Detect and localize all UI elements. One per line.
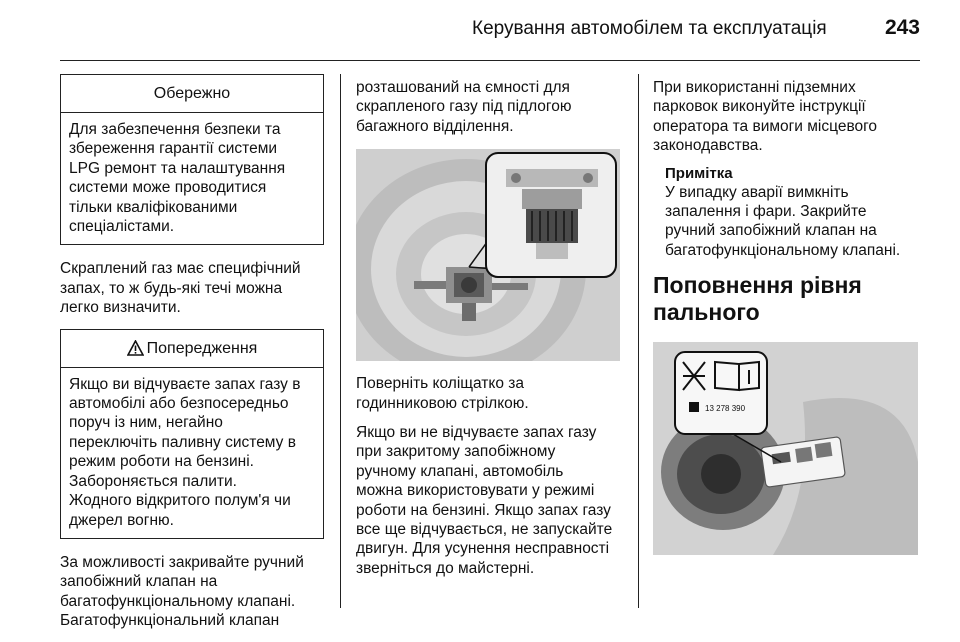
caution-line: LPG ремонт та налаштування [69,159,286,177]
note-title: Примітка [665,164,733,182]
header-rule [60,60,920,61]
fuel-filler-illustration [653,342,918,555]
text-line: багажного відділення. [356,117,514,135]
heading-line: Поповнення рівня [653,272,862,299]
warning-line: автомобілі або безпосередньо [69,395,289,413]
text-line: розташований на ємності для [356,79,570,96]
text-line: запах, то ж будь-які течі можна [60,279,283,297]
caution-line: системи може проводитися [69,179,267,197]
warning-box [60,329,324,539]
text-line: За можливості закривайте ручний [60,553,304,571]
valve-paragraph [60,553,324,631]
text-line: запобіжний клапан на [60,573,218,591]
warning-line: переключіть паливну систему в [69,433,296,451]
text-line: парковок виконуйте інструкції [653,98,866,116]
text-line: Багатофункціональний клапан [60,612,280,630]
caution-box [60,74,324,245]
warning-header [61,330,323,368]
text-line: все ще відчувається, не запускайте [356,521,613,539]
warning-triangle-icon [127,333,144,370]
caution-line: спеціалістами. [69,218,175,236]
text-line: У випадку аварії вимкніть [665,183,849,201]
note-block [653,164,925,261]
parking-paragraph [653,78,925,156]
heading-line: пального [653,299,760,326]
text-line: багатофункціональному клапані. [60,592,296,610]
text-line: Скраплений газ має специфічний [60,260,301,278]
text-line: багатофункціональному клапані. [665,241,901,259]
text-line: ручний запобіжний клапан на [665,222,877,240]
page-number: 243 [884,16,920,39]
text-line: Якщо ви не відчуваєте запах газу [356,424,597,442]
text-line: При використанні підземних [653,79,856,96]
warning-line: джерел вогню. [69,511,174,529]
column-divider-1 [340,74,341,608]
text-line: запалення і фари. Закрийте [665,203,867,221]
turn-wheel-paragraph [356,374,626,413]
warning-line: Жодного відкритого полум'я чи [69,492,291,510]
text-line: скрапленого газу під підлогою [356,98,572,116]
text-line: ручному клапані, автомобіль [356,462,564,480]
text-line: законодавства. [653,137,763,155]
text-line: можна використовувати у режимі [356,482,595,500]
multivalve-illustration [356,149,620,361]
caution-line: тільки кваліфікованими [69,198,238,216]
text-line: Поверніть коліщатко за [356,375,525,393]
text-line: двигун. Для усунення несправності [356,540,610,558]
warning-line: Забороняється палити. [69,472,237,490]
tank-location-paragraph [356,78,626,136]
column-3 [653,78,925,555]
caution-title: Обережно [61,75,323,113]
text-line: зверніться до майстерні. [356,559,535,577]
text-line: легко визначити. [60,299,181,317]
column-divider-2 [638,74,639,608]
warning-line: Якщо ви відчуваєте запах газу в [69,375,301,393]
running-header-title: Керування автомобілем та експлуатація [472,18,827,39]
caution-line: збереження гарантії системи [69,140,278,158]
note-body [665,183,925,261]
text-line: оператора та вимоги місцевого [653,117,878,135]
column-2 [356,78,626,578]
warning-line: режим роботи на бензині. [69,453,254,471]
label-code: 13 278 390 [705,404,746,414]
text-line: при закритому запобіжному [356,443,556,461]
text-line: роботи на бензині. Якщо запах газу [356,501,611,519]
warning-line: поруч із ним, негайно [69,414,223,432]
column-1 [60,74,324,631]
gas-smell-paragraph [60,259,324,317]
section-heading [653,272,925,326]
text-line: годинниковою стрілкою. [356,394,529,412]
caution-line: Для забезпечення безпеки та [69,121,281,138]
no-gas-smell-paragraph [356,423,626,578]
warning-title: Попередження [146,339,258,357]
caution-body [61,113,323,244]
warning-body [61,368,323,538]
